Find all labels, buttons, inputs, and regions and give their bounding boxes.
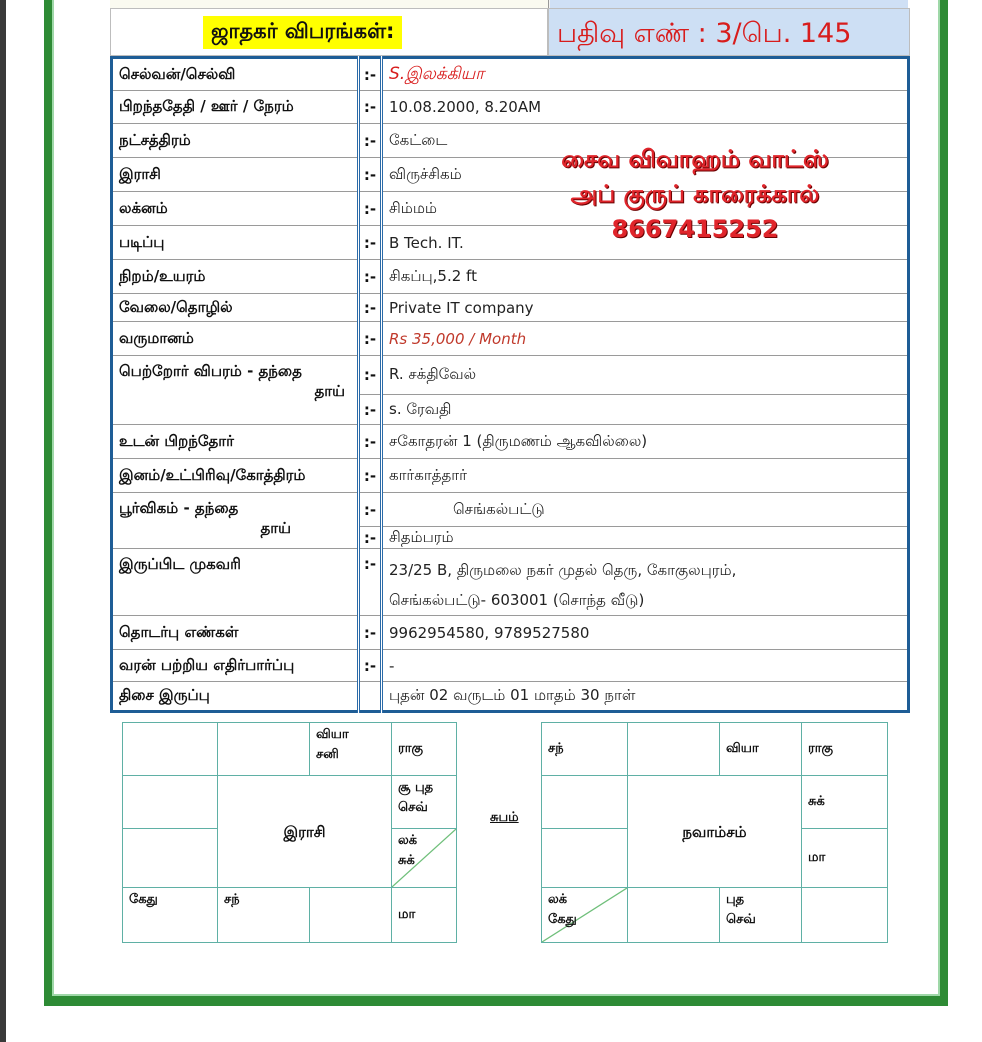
rasi-cell [310,888,392,943]
navamsa-cell [802,888,888,943]
subam-label: சுபம் [490,810,519,825]
native-label: பூர்விகம் - தந்தை [119,499,239,517]
address-line-1: 23/25 B, திருமலை நகர் முதல் தெரு, கோகுலபுரம், [389,561,737,579]
navamsa-cell-lagna [542,888,628,943]
separator: :- [359,124,382,158]
planet-label: கேது [129,892,158,907]
mother-label: தாய் [314,382,345,400]
table-row [112,322,909,356]
expectation-label: வரன் பற்றிய எதிர்பார்ப்பு [112,650,359,682]
rasi-cell [123,888,218,943]
rasi-cell-lagna [392,829,457,888]
separator: :- [359,356,382,395]
planet-label: புத [726,892,745,907]
rasi-chart [122,722,457,943]
planet-label: சுக் [398,853,415,868]
planet-label: லக் [548,892,568,907]
navamsa-cell [542,829,628,888]
table-row [112,549,909,616]
planet-label: சுக் [808,794,825,809]
planet-label: மா [808,850,826,865]
lagnam-label: லக்னம் [112,192,359,226]
name-label: செல்வன்/செல்வி [112,58,359,91]
table-row [112,616,909,650]
separator: :- [359,459,382,493]
income-value: Rs 35,000 / Month [382,322,909,356]
separator: :- [359,158,382,192]
planet-label: ராகு [808,741,833,756]
navamsa-cell [720,723,802,776]
separator-empty [359,682,382,712]
rasi-cell [218,723,310,776]
expectation-value: - [382,650,909,682]
color-height-label: நிறம்/உயரம் [112,260,359,294]
table-row [112,650,909,682]
table-row [112,294,909,322]
rasi-center: இராசி [218,776,392,888]
navamsa-cell [802,723,888,776]
planet-label: சந் [548,741,564,756]
navamsa-cell [802,829,888,888]
registration-number: பதிவு எண் : 3/பெ. 145 [557,18,852,49]
separator: :- [359,395,382,425]
siblings-value: சகோதரன் 1 (திருமணம் ஆகவில்லை) [382,425,909,459]
navamsa-cell [542,723,628,776]
address-cell [382,549,909,616]
registration-box [548,8,910,56]
rasi-cell [392,776,457,829]
planet-label: ராகு [398,741,423,756]
siblings-label: உடன் பிறந்தோர் [112,425,359,459]
watermark-line-1: சைவ விவாஹம் வாட்ஸ் [561,145,829,173]
navamsa-center: நவாம்சம் [628,776,802,888]
separator: :- [359,192,382,226]
left-edge [0,0,6,1042]
table-row [112,260,909,294]
navamsa-cell [628,723,720,776]
education-label: படிப்பு [112,226,359,260]
address-line-2: செங்கல்பட்டு- 603001 (சொந்த வீடு) [389,591,645,609]
dob-value: 10.08.2000, 8.20AM [382,91,909,124]
education-value: B Tech. IT. [382,226,909,260]
separator: :- [359,527,382,549]
navamsa-cell [802,776,888,829]
separator: :- [359,493,382,527]
caste-value: கார்காத்தார் [382,459,909,493]
table-row [112,493,909,527]
planet-label: சந் [224,892,240,907]
navamsa-cell [542,776,628,829]
rasi-cell [123,723,218,776]
planet-label: செவ் [726,912,756,927]
separator: :- [359,294,382,322]
separator: :- [359,58,382,91]
native-father-value: செங்கல்பட்டு [382,493,909,527]
header-title: ஜாதகர் விபரங்கள்: [203,16,402,49]
separator: :- [359,549,382,616]
table-row [112,91,909,124]
mother-value: s. ரேவதி [382,395,909,425]
header-title-box [110,8,548,56]
dasa-label: திசை இருப்பு [112,682,359,712]
job-label: வேலை/தொழில் [112,294,359,322]
lagnam-value: சிம்மம் [382,192,909,226]
watermark-line-2: அப் குருப் காரைக்கால் [570,180,820,208]
native-mother-label: தாய் [260,519,291,537]
separator: :- [359,260,382,294]
planet-label: மா [398,907,416,922]
rasi-cell [310,723,392,776]
dob-label: பிறந்ததேதி / ஊர் / நேரம் [112,91,359,124]
table-row [112,425,909,459]
caste-label: இனம்/உட்பிரிவு/கோத்திரம் [112,459,359,493]
planet-label: வியா [726,741,759,756]
separator: :- [359,226,382,260]
planet-label: சூ புத [398,780,434,795]
color-height-value: சிகப்பு,5.2 ft [382,260,909,294]
parents-label-cell [112,356,359,425]
star-value: கேட்டை [382,124,909,158]
rasi-label: இராசி [112,158,359,192]
separator: :- [359,425,382,459]
native-mother-value: சிதம்பரம் [382,527,909,549]
address-label: இருப்பிட முகவரி [112,549,359,616]
star-label: நட்சத்திரம் [112,124,359,158]
parents-label: பெற்றோர் விபரம் - தந்தை [119,362,302,380]
father-value: R. சக்திவேல் [382,356,909,395]
contact-label: தொடர்பு எண்கள் [112,616,359,650]
watermark [500,142,890,247]
native-label-cell [112,493,359,549]
separator: :- [359,322,382,356]
planet-label: சனி [316,747,339,762]
separator: :- [359,616,382,650]
job-value: Private IT company [382,294,909,322]
rasi-cell [392,723,457,776]
navamsa-cell [720,888,802,943]
income-label: வருமானம் [112,322,359,356]
navamsa-cell [628,888,720,943]
rasi-cell [218,888,310,943]
contact-value: 9962954580, 9789527580 [382,616,909,650]
rasi-cell [123,829,218,888]
rasi-cell [392,888,457,943]
rasi-cell [123,776,218,829]
planet-label: செவ் [398,800,428,815]
planet-label: லக் [398,833,418,848]
planet-label: வியா [316,727,349,742]
separator: :- [359,91,382,124]
dasa-value: புதன் 02 வருடம் 01 மாதம் 30 நாள் [382,682,909,712]
planet-label: கேது [548,912,577,927]
rasi-value: விருச்சிகம் [382,158,909,192]
table-row [112,58,909,91]
table-row [112,682,909,712]
navamsa-chart [541,722,888,943]
separator: :- [359,650,382,682]
watermark-phone: 8667415252 [611,215,779,243]
table-row [112,356,909,395]
table-row [112,459,909,493]
name-value: S.இலக்கியா [382,58,909,91]
